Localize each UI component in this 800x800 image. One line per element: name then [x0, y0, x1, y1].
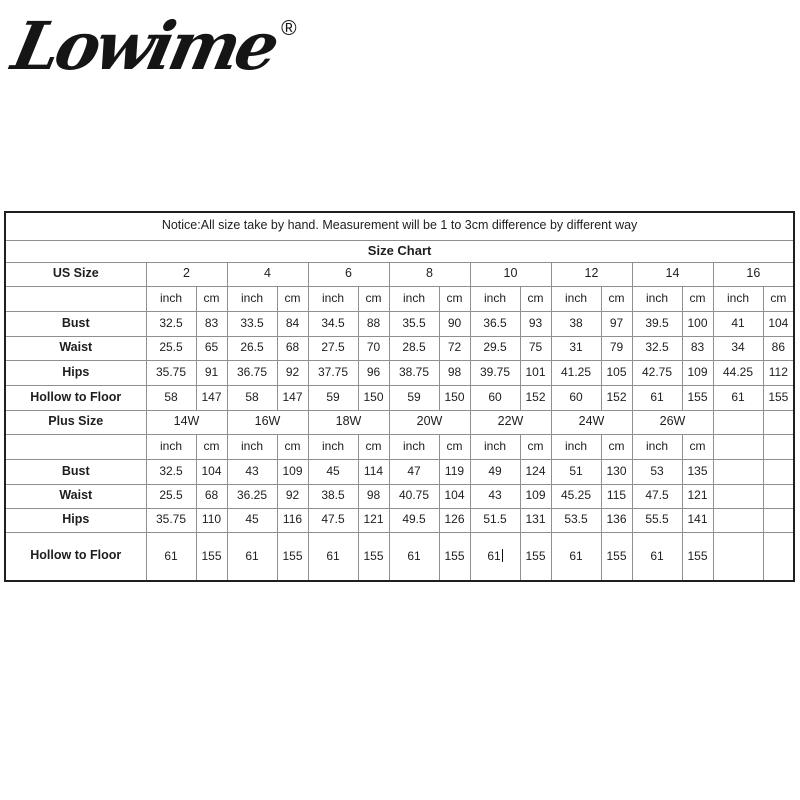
table-row — [5, 434, 794, 459]
size-value: 2 — [146, 262, 227, 286]
measurement-value: 38.5 — [308, 484, 358, 508]
notice-text: Notice:All size take by hand. Measurement will be 1 to 3cm difference by different way — [5, 212, 794, 240]
measurement-value: 36.5 — [470, 311, 520, 336]
measurement-value: 109 — [277, 459, 308, 484]
table-row — [5, 360, 794, 385]
measurement-value: 92 — [277, 484, 308, 508]
measurement-value: 39.75 — [470, 360, 520, 385]
measurement-value: 155 — [520, 532, 551, 581]
size-value: 6 — [308, 262, 389, 286]
measurement-value: 47.5 — [308, 508, 358, 532]
unit-header-cm: cm — [196, 434, 227, 459]
measurement-value: 58 — [146, 385, 196, 410]
measurement-value: 61 — [308, 532, 358, 581]
unit-header-inch: inch — [470, 286, 520, 311]
unit-header-inch: inch — [632, 286, 682, 311]
measurement-value: 39.5 — [632, 311, 682, 336]
measurement-value: 59 — [389, 385, 439, 410]
measurement-value: 96 — [358, 360, 389, 385]
measurement-value: 84 — [277, 311, 308, 336]
unit-header-cm: cm — [682, 434, 713, 459]
measurement-value: 109 — [520, 484, 551, 508]
measurement-value: 37.75 — [308, 360, 358, 385]
unit-header-inch: inch — [632, 434, 682, 459]
unit-header-cm: cm — [520, 286, 551, 311]
brand-wordmark: Lowime — [5, 7, 283, 85]
measurement-value: 45 — [308, 459, 358, 484]
size-value: 12 — [551, 262, 632, 286]
empty-cell — [763, 508, 794, 532]
measurement-value: 97 — [601, 311, 632, 336]
measurement-value: 47.5 — [632, 484, 682, 508]
measurement-value: 25.5 — [146, 484, 196, 508]
measurement-value: 98 — [439, 360, 470, 385]
measurement-value: 150 — [358, 385, 389, 410]
measurement-value — [470, 532, 520, 581]
measurement-value: 91 — [196, 360, 227, 385]
measurement-value: 150 — [439, 385, 470, 410]
measurement-value: 155 — [682, 385, 713, 410]
measurement-value: 110 — [196, 508, 227, 532]
measurement-value: 36.25 — [227, 484, 277, 508]
empty-cell — [763, 484, 794, 508]
unit-header-cm: cm — [358, 434, 389, 459]
measurement-value: 44.25 — [713, 360, 763, 385]
measurement-value: 155 — [682, 532, 713, 581]
table-row — [5, 508, 794, 532]
unit-header-inch: inch — [146, 286, 196, 311]
measurement-value: 147 — [277, 385, 308, 410]
unit-header-inch: inch — [389, 286, 439, 311]
row-label: Bust — [5, 311, 146, 336]
measurement-value: 59 — [308, 385, 358, 410]
empty-cell — [5, 286, 146, 311]
measurement-value: 35.75 — [146, 360, 196, 385]
table-row — [5, 459, 794, 484]
measurement-value: 93 — [520, 311, 551, 336]
measurement-value: 68 — [277, 336, 308, 360]
table-row — [5, 286, 794, 311]
table-row — [5, 212, 794, 240]
unit-header-cm: cm — [439, 434, 470, 459]
unit-header-cm: cm — [601, 286, 632, 311]
measurement-value: 72 — [439, 336, 470, 360]
unit-header-cm: cm — [277, 434, 308, 459]
table-row — [5, 484, 794, 508]
brand-logo — [5, 2, 297, 91]
size-value: 18W — [308, 410, 389, 434]
size-value: 24W — [551, 410, 632, 434]
measurement-value: 88 — [358, 311, 389, 336]
measurement-value: 124 — [520, 459, 551, 484]
unit-header-inch: inch — [713, 286, 763, 311]
size-chart-title: Size Chart — [5, 240, 794, 262]
size-chart-body — [5, 212, 794, 581]
measurement-value: 109 — [682, 360, 713, 385]
measurement-value: 45.25 — [551, 484, 601, 508]
measurement-value: 61 — [227, 532, 277, 581]
size-value: 22W — [470, 410, 551, 434]
measurement-value: 116 — [277, 508, 308, 532]
measurement-value: 75 — [520, 336, 551, 360]
measurement-value: 121 — [358, 508, 389, 532]
measurement-value: 70 — [358, 336, 389, 360]
measurement-value: 49.5 — [389, 508, 439, 532]
table-row — [5, 532, 794, 581]
measurement-value: 104 — [763, 311, 794, 336]
measurement-value: 135 — [682, 459, 713, 484]
measurement-value: 42.75 — [632, 360, 682, 385]
table-row — [5, 311, 794, 336]
measurement-value: 92 — [277, 360, 308, 385]
table-row — [5, 336, 794, 360]
measurement-value: 86 — [763, 336, 794, 360]
measurement-value: 35.5 — [389, 311, 439, 336]
unit-header-inch: inch — [551, 286, 601, 311]
measurement-value: 152 — [520, 385, 551, 410]
measurement-value: 83 — [682, 336, 713, 360]
measurement-value-text: 61 — [487, 549, 501, 564]
measurement-value: 130 — [601, 459, 632, 484]
unit-header-inch: inch — [308, 434, 358, 459]
unit-header-cm: cm — [358, 286, 389, 311]
measurement-value: 32.5 — [146, 459, 196, 484]
row-label: Hollow to Floor — [5, 385, 146, 410]
table-row — [5, 385, 794, 410]
measurement-value: 152 — [601, 385, 632, 410]
row-label: Hollow to Floor — [5, 532, 146, 581]
measurement-value: 47 — [389, 459, 439, 484]
unit-header-cm: cm — [439, 286, 470, 311]
measurement-value: 58 — [227, 385, 277, 410]
measurement-value: 112 — [763, 360, 794, 385]
measurement-value: 41.25 — [551, 360, 601, 385]
measurement-value: 34 — [713, 336, 763, 360]
measurement-value: 61 — [551, 532, 601, 581]
measurement-value: 114 — [358, 459, 389, 484]
measurement-value: 55.5 — [632, 508, 682, 532]
size-chart-table — [4, 211, 795, 582]
measurement-value: 155 — [196, 532, 227, 581]
unit-header-cm: cm — [196, 286, 227, 311]
unit-header-inch: inch — [227, 434, 277, 459]
measurement-value: 155 — [439, 532, 470, 581]
empty-cell — [713, 532, 763, 581]
empty-cell — [763, 532, 794, 581]
unit-header-inch: inch — [389, 434, 439, 459]
row-label: Hips — [5, 360, 146, 385]
empty-cell — [5, 434, 146, 459]
measurement-value: 38.75 — [389, 360, 439, 385]
measurement-value: 31 — [551, 336, 601, 360]
measurement-value: 104 — [196, 459, 227, 484]
measurement-value: 32.5 — [632, 336, 682, 360]
unit-header-cm: cm — [601, 434, 632, 459]
measurement-value: 33.5 — [227, 311, 277, 336]
measurement-value: 101 — [520, 360, 551, 385]
measurement-value: 141 — [682, 508, 713, 532]
row-label: Bust — [5, 459, 146, 484]
measurement-value: 27.5 — [308, 336, 358, 360]
measurement-value: 28.5 — [389, 336, 439, 360]
measurement-value: 43 — [470, 484, 520, 508]
measurement-value: 45 — [227, 508, 277, 532]
measurement-value: 36.75 — [227, 360, 277, 385]
row-label: Waist — [5, 336, 146, 360]
text-cursor — [502, 549, 503, 562]
measurement-value: 60 — [551, 385, 601, 410]
measurement-value: 49 — [470, 459, 520, 484]
size-value: 14 — [632, 262, 713, 286]
row-label: Waist — [5, 484, 146, 508]
measurement-value: 131 — [520, 508, 551, 532]
measurement-value: 61 — [713, 385, 763, 410]
measurement-value: 61 — [632, 385, 682, 410]
measurement-value: 40.75 — [389, 484, 439, 508]
measurement-value: 155 — [763, 385, 794, 410]
measurement-value: 29.5 — [470, 336, 520, 360]
size-value: 26W — [632, 410, 713, 434]
row-label-us-size: US Size — [5, 262, 146, 286]
unit-header-inch: inch — [551, 434, 601, 459]
measurement-value: 155 — [358, 532, 389, 581]
measurement-value: 41 — [713, 311, 763, 336]
measurement-value: 104 — [439, 484, 470, 508]
row-label-plus-size: Plus Size — [5, 410, 146, 434]
measurement-value: 65 — [196, 336, 227, 360]
measurement-value: 53.5 — [551, 508, 601, 532]
measurement-value: 115 — [601, 484, 632, 508]
measurement-value: 155 — [601, 532, 632, 581]
measurement-value: 25.5 — [146, 336, 196, 360]
size-value: 14W — [146, 410, 227, 434]
measurement-value: 98 — [358, 484, 389, 508]
table-row — [5, 410, 794, 434]
row-label: Hips — [5, 508, 146, 532]
measurement-value: 147 — [196, 385, 227, 410]
registered-trademark-icon: ® — [281, 17, 297, 40]
unit-header-inch: inch — [470, 434, 520, 459]
empty-cell — [763, 434, 794, 459]
measurement-value: 155 — [277, 532, 308, 581]
empty-cell — [763, 459, 794, 484]
empty-cell — [713, 434, 763, 459]
unit-header-inch: inch — [146, 434, 196, 459]
size-value: 4 — [227, 262, 308, 286]
measurement-value: 32.5 — [146, 311, 196, 336]
unit-header-inch: inch — [308, 286, 358, 311]
size-value: 10 — [470, 262, 551, 286]
measurement-value: 119 — [439, 459, 470, 484]
unit-header-inch: inch — [227, 286, 277, 311]
empty-cell — [713, 459, 763, 484]
unit-header-cm: cm — [277, 286, 308, 311]
unit-header-cm: cm — [682, 286, 713, 311]
empty-cell — [763, 410, 794, 434]
measurement-value: 83 — [196, 311, 227, 336]
measurement-value: 61 — [389, 532, 439, 581]
unit-header-cm: cm — [763, 286, 794, 311]
measurement-value: 61 — [146, 532, 196, 581]
size-value: 16 — [713, 262, 794, 286]
empty-cell — [713, 508, 763, 532]
empty-cell — [713, 410, 763, 434]
measurement-value: 34.5 — [308, 311, 358, 336]
measurement-value: 121 — [682, 484, 713, 508]
measurement-value: 26.5 — [227, 336, 277, 360]
measurement-value: 79 — [601, 336, 632, 360]
measurement-value: 51 — [551, 459, 601, 484]
measurement-value: 53 — [632, 459, 682, 484]
measurement-value: 43 — [227, 459, 277, 484]
measurement-value: 38 — [551, 311, 601, 336]
size-value: 8 — [389, 262, 470, 286]
measurement-value: 90 — [439, 311, 470, 336]
table-row — [5, 240, 794, 262]
measurement-value: 126 — [439, 508, 470, 532]
measurement-value: 68 — [196, 484, 227, 508]
measurement-value: 136 — [601, 508, 632, 532]
size-value: 16W — [227, 410, 308, 434]
table-row — [5, 262, 794, 286]
measurement-value: 35.75 — [146, 508, 196, 532]
empty-cell — [713, 484, 763, 508]
measurement-value: 60 — [470, 385, 520, 410]
size-value: 20W — [389, 410, 470, 434]
unit-header-cm: cm — [520, 434, 551, 459]
measurement-value: 61 — [632, 532, 682, 581]
measurement-value: 51.5 — [470, 508, 520, 532]
measurement-value: 100 — [682, 311, 713, 336]
measurement-value: 105 — [601, 360, 632, 385]
